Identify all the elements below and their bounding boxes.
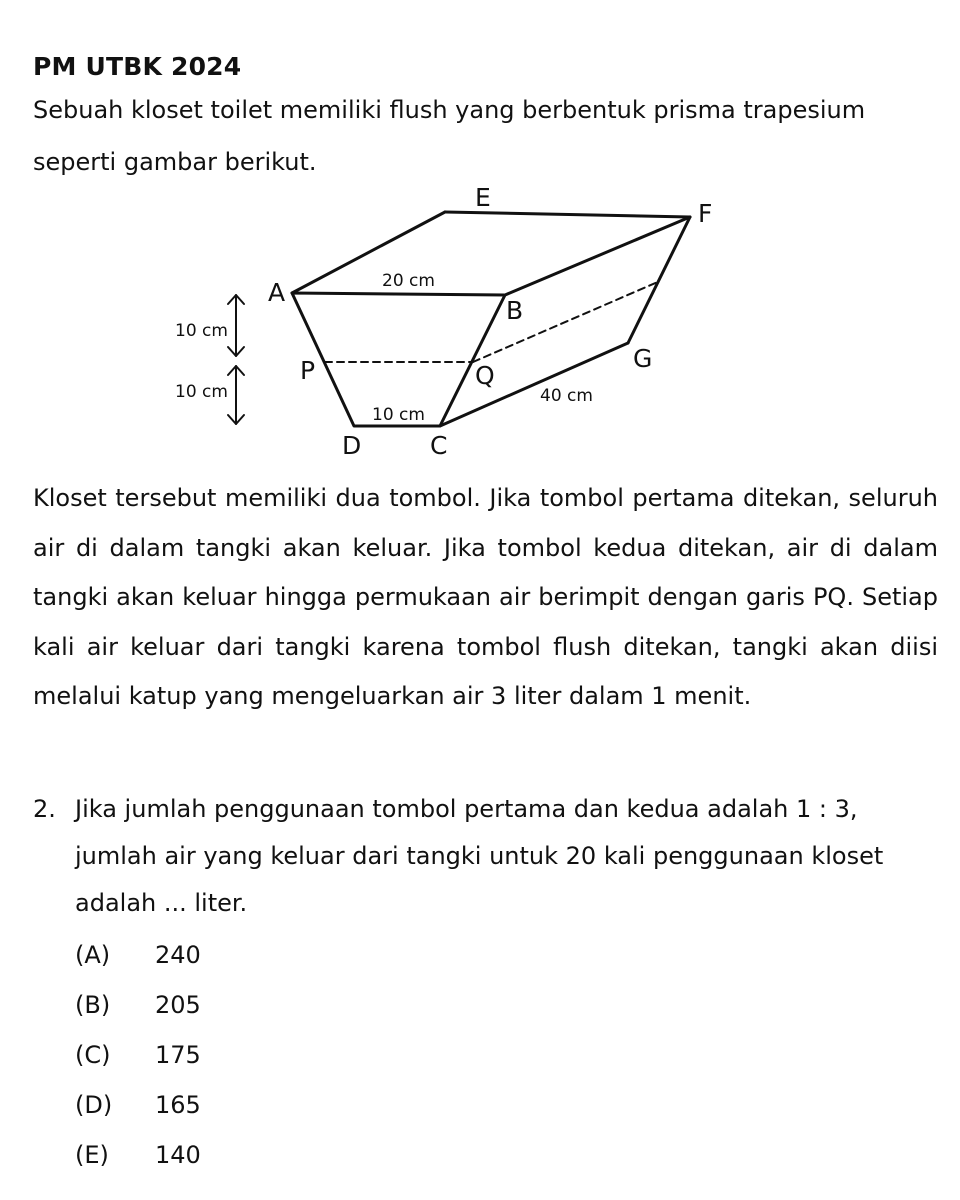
edge-c-g (440, 343, 628, 426)
trapezoid-prism-figure (0, 170, 960, 470)
vertex-label-b: B (506, 296, 524, 325)
choice-d[interactable] (75, 1080, 201, 1130)
choice-letter: (A) (75, 941, 111, 969)
answer-choices (75, 930, 201, 1180)
edge-e-f (445, 212, 690, 217)
vertex-label-c: C (430, 431, 448, 460)
edge-b-f (505, 217, 690, 295)
choice-letter: (D) (75, 1091, 113, 1119)
vertex-label-d: D (342, 431, 362, 460)
dimension-label-bottom: 10 cm (372, 405, 425, 425)
question-block (33, 786, 938, 927)
dimension-label-top: 20 cm (382, 271, 435, 291)
choice-e[interactable] (75, 1130, 201, 1180)
edge-f-g (628, 217, 690, 343)
choice-value: 165 (155, 1091, 201, 1119)
choice-letter: (E) (75, 1141, 109, 1169)
choice-c[interactable] (75, 1030, 201, 1080)
choice-value: 205 (155, 991, 201, 1019)
intro-paragraph: Sebuah kloset toilet memiliki flush yang berbentuk prisma trapesium seperti gambar berikut. (33, 96, 866, 176)
choice-value: 140 (155, 1141, 201, 1169)
page-title: PM UTBK 2024 (33, 52, 242, 81)
vertex-label-f: F (698, 199, 713, 228)
vertex-label-g: G (633, 344, 653, 373)
water-line-back (473, 281, 660, 362)
choice-a[interactable] (75, 930, 201, 980)
vertex-label-q: Q (475, 361, 495, 390)
vertex-label-p: P (300, 356, 316, 385)
choice-b[interactable] (75, 980, 201, 1030)
question-number: 2. (33, 795, 56, 823)
vertex-label-a: A (268, 278, 286, 307)
question-text: Jika jumlah penggunaan tombol pertama dan kedua adalah 1 : 3, jumlah air yang keluar dari tangki untuk 20 kali penggunaan kloset adalah ... liter. (75, 795, 884, 917)
dimension-label-upper-height: 10 cm (175, 321, 228, 341)
context-paragraph: Kloset tersebut memiliki dua tombol. Jika tombol pertama ditekan, seluruh air di dalam tangki akan keluar. Jika tombol kedua ditekan, air di dalam tangki akan keluar hingga permukaan air berimpit dengan garis PQ. Setiap kali air keluar dari tangki karena tombol flush ditekan, tangki akan diisi melalui katup yang mengeluarkan air 3 liter dalam 1 menit. (33, 484, 938, 710)
vertex-label-e: E (475, 183, 491, 212)
dimension-label-length: 40 cm (540, 386, 593, 406)
choice-letter: (B) (75, 991, 111, 1019)
dimension-label-lower-height: 10 cm (175, 382, 228, 402)
choice-letter: (C) (75, 1041, 111, 1069)
choice-value: 240 (155, 941, 201, 969)
choice-value: 175 (155, 1041, 201, 1069)
